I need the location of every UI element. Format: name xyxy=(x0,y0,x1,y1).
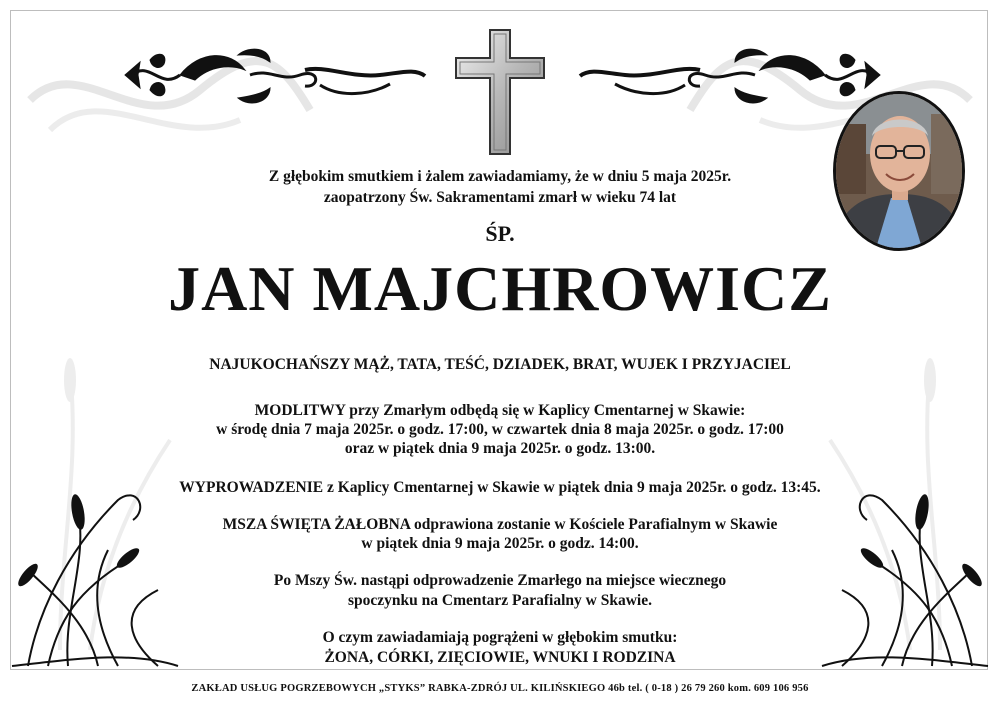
intro-paragraph xyxy=(0,166,1000,208)
prayers-line-3: oraz w piątek dnia 9 maja 2025r. o godz. 13:00. xyxy=(344,440,656,457)
prayers-line-2: w środę dnia 7 maja 2025r. o godz. 17:00, w czwartek dnia 8 maja 2025r. o godz. 17:00 xyxy=(216,421,784,438)
burial-line-2: spoczynku na Cmentarz Parafialny w Skawie. xyxy=(348,592,652,609)
deceased-name: JAN MAJCHROWICZ xyxy=(168,253,832,324)
closing-paragraph xyxy=(0,628,1000,668)
prayers-paragraph xyxy=(0,401,1000,458)
prayers-line-1: MODLITWY przy Zmarłym odbędą się w Kaplicy Cmentarnej w Skawie: xyxy=(254,402,746,419)
procession-line: WYPROWADZENIE z Kaplicy Cmentarnej w Skawie w piątek dnia 9 maja 2025r. o godz. 13:45. xyxy=(179,479,821,496)
mass-line-1: MSZA ŚWIĘTA ŻAŁOBNA odprawiona zostanie w Kościele Parafialnym w Skawie xyxy=(222,516,778,533)
intro-line-2: zaopatrzony Św. Sakramentami zmarł w wieku 74 lat xyxy=(323,189,677,206)
burial-line-1: Po Mszy Św. nastąpi odprowadzenie Zmarłego na miejsce wiecznego xyxy=(273,572,727,589)
funeral-home-footer: ZAKŁAD USŁUG POGRZEBOWYCH „STYKS” RABKA-ZDRÓJ UL. KILIŃSKIEGO 46b tel. ( 0-18 ) 26 79 260 kom. 609 106 956 xyxy=(191,683,809,694)
intro-line-1: Z głębokim smutkiem i żalem zawiadamiamy, że w dniu 5 maja 2025r. xyxy=(268,168,732,185)
closing-line-2: ŻONA, CÓRKI, ZIĘCIOWIE, WNUKI I RODZINA xyxy=(324,649,676,666)
honorific: ŚP. xyxy=(485,221,515,246)
closing-line-1: O czym zawiadamiają pogrążeni w głębokim smutku: xyxy=(322,629,678,646)
cross-icon xyxy=(454,28,546,156)
relations-line: NAJUKOCHAŃSZY MĄŻ, TATA, TEŚĆ, DZIADEK, BRAT, WUJEK I PRZYJACIEL xyxy=(209,356,791,373)
mass-paragraph xyxy=(0,515,1000,553)
floral-ornament-right-icon xyxy=(575,40,885,110)
mass-line-2: w piątek dnia 9 maja 2025r. o godz. 14:00. xyxy=(361,535,639,552)
burial-paragraph xyxy=(0,571,1000,611)
floral-ornament-left-icon xyxy=(120,40,430,110)
